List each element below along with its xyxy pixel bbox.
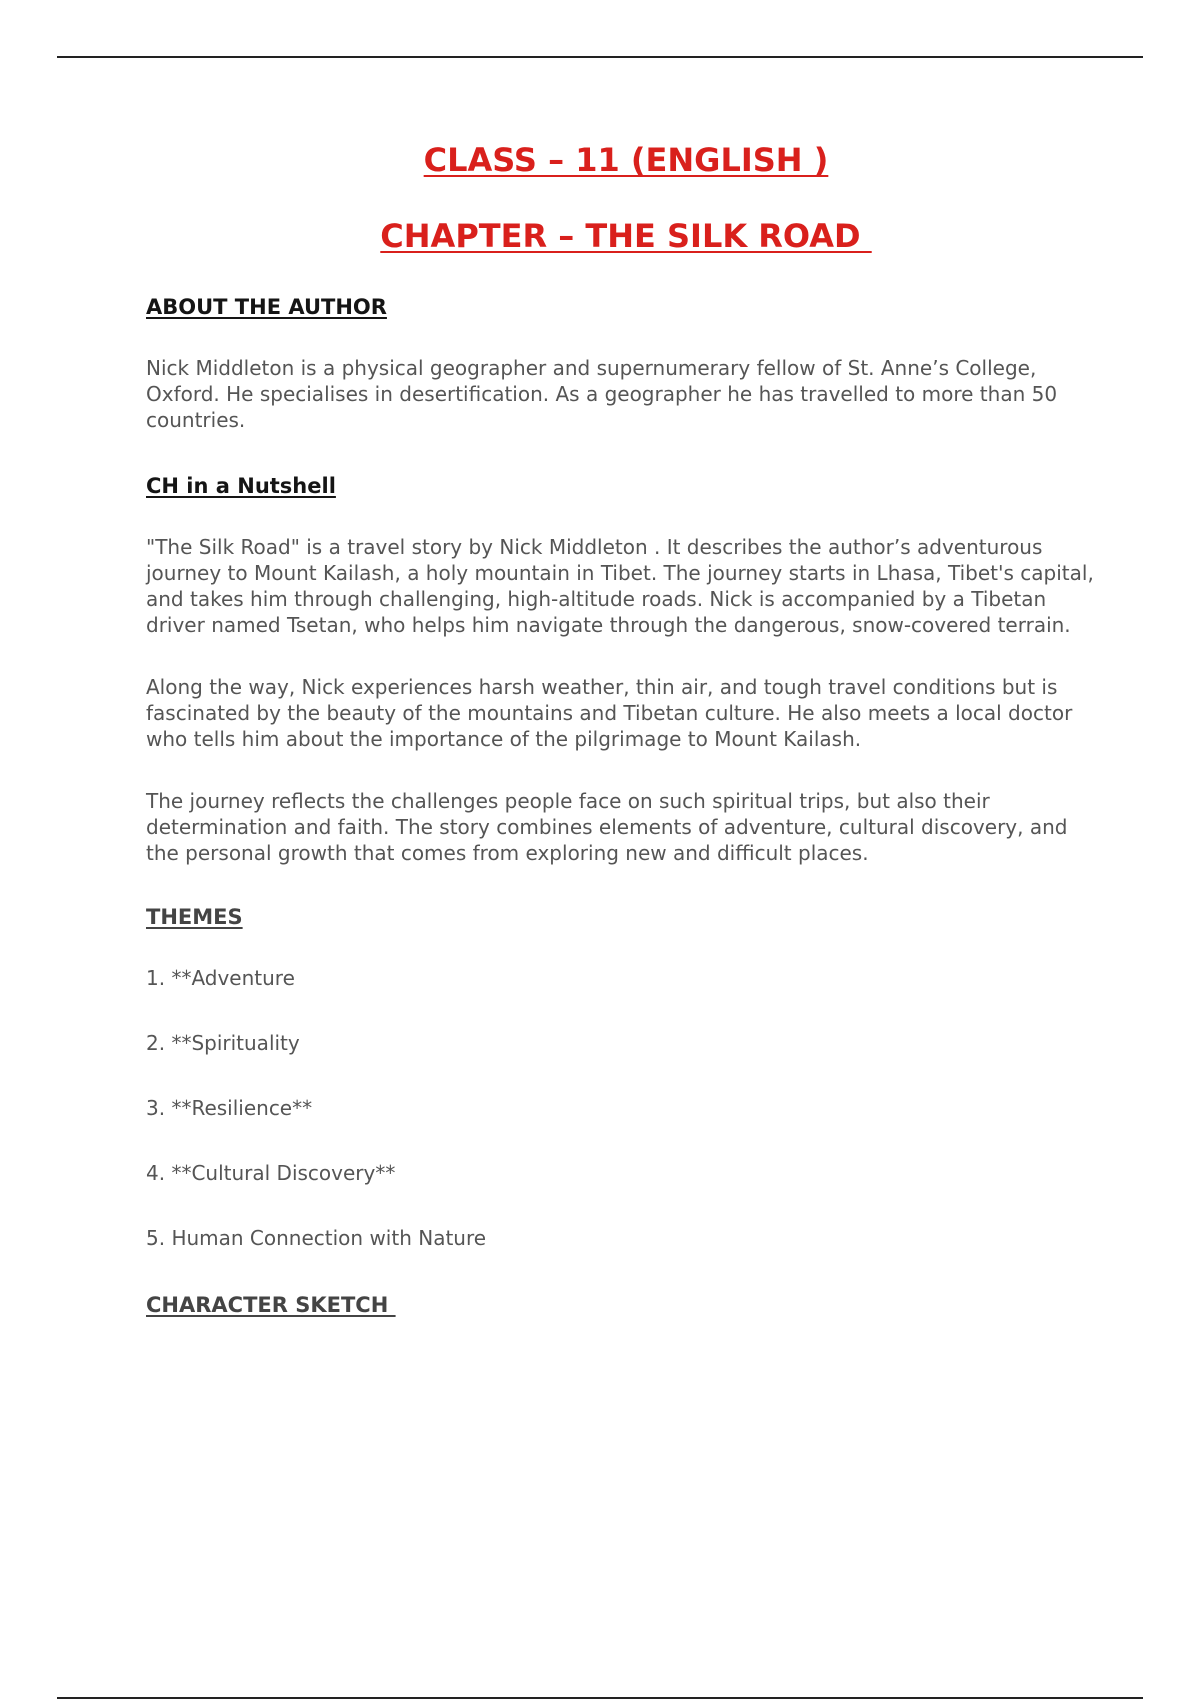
nutshell-heading: CH in a Nutshell (146, 474, 336, 498)
theme-item (146, 965, 1106, 991)
theme-item (146, 1095, 1106, 1121)
character-sketch-heading: CHARACTER SKETCH (146, 1293, 396, 1317)
about-author-paragraph: Nick Middleton is a physical geographer and supernumerary fellow of St. Anne’s College, Oxford. He specialises in desertification. As a geographer he has travelled to more than 50 countries. (146, 356, 1058, 432)
class-title: CLASS – 11 (ENGLISH ) (423, 141, 829, 179)
theme-item-text: 2. **Spirituality (146, 1031, 300, 1055)
themes-list (146, 965, 1106, 1251)
nutshell-section (146, 471, 1106, 866)
character-sketch-section (146, 1290, 1106, 1320)
nutshell-paragraph: The journey reflects the challenges people face on such spiritual trips, but also their determination and faith. The story combines elements of adventure, cultural discovery, and the personal growth that comes from exploring new and difficult places. (146, 789, 1068, 865)
theme-item (146, 1160, 1106, 1186)
themes-section (146, 902, 1106, 1251)
theme-item-text: 5. Human Connection with Nature (146, 1226, 487, 1250)
themes-heading: THEMES (146, 905, 243, 929)
top-divider (57, 56, 1143, 58)
theme-item-text: 1. **Adventure (146, 966, 295, 990)
document-page (146, 138, 1106, 1353)
about-author-heading: ABOUT THE AUTHOR (146, 295, 387, 319)
nutshell-paragraph: Along the way, Nick experiences harsh weather, thin air, and tough travel conditions but is fascinated by the beauty of the mountains and Tibetan culture. He also meets a local doctor who tells him about the importance of the pilgrimage to Mount Kailash. (146, 675, 1073, 751)
theme-item (146, 1225, 1106, 1251)
bottom-divider (57, 1697, 1143, 1699)
about-author-section (146, 292, 1106, 433)
theme-item-text: 3. **Resilience** (146, 1096, 313, 1120)
chapter-title: CHAPTER – THE SILK ROAD (380, 217, 872, 255)
nutshell-paragraph: "The Silk Road" is a travel story by Nick Middleton . It describes the author’s adventurous journey to Mount Kailash, a holy mountain in Tibet. The journey starts in Lhasa, Tibet's capital, and takes him through challenging, high-altitude roads. Nick is accompanied by a Tibetan driver named Tsetan, who helps him navigate through the dangerous, snow-covered terrain. (146, 535, 1094, 637)
theme-item-text: 4. **Cultural Discovery** (146, 1161, 396, 1185)
theme-item (146, 1030, 1106, 1056)
